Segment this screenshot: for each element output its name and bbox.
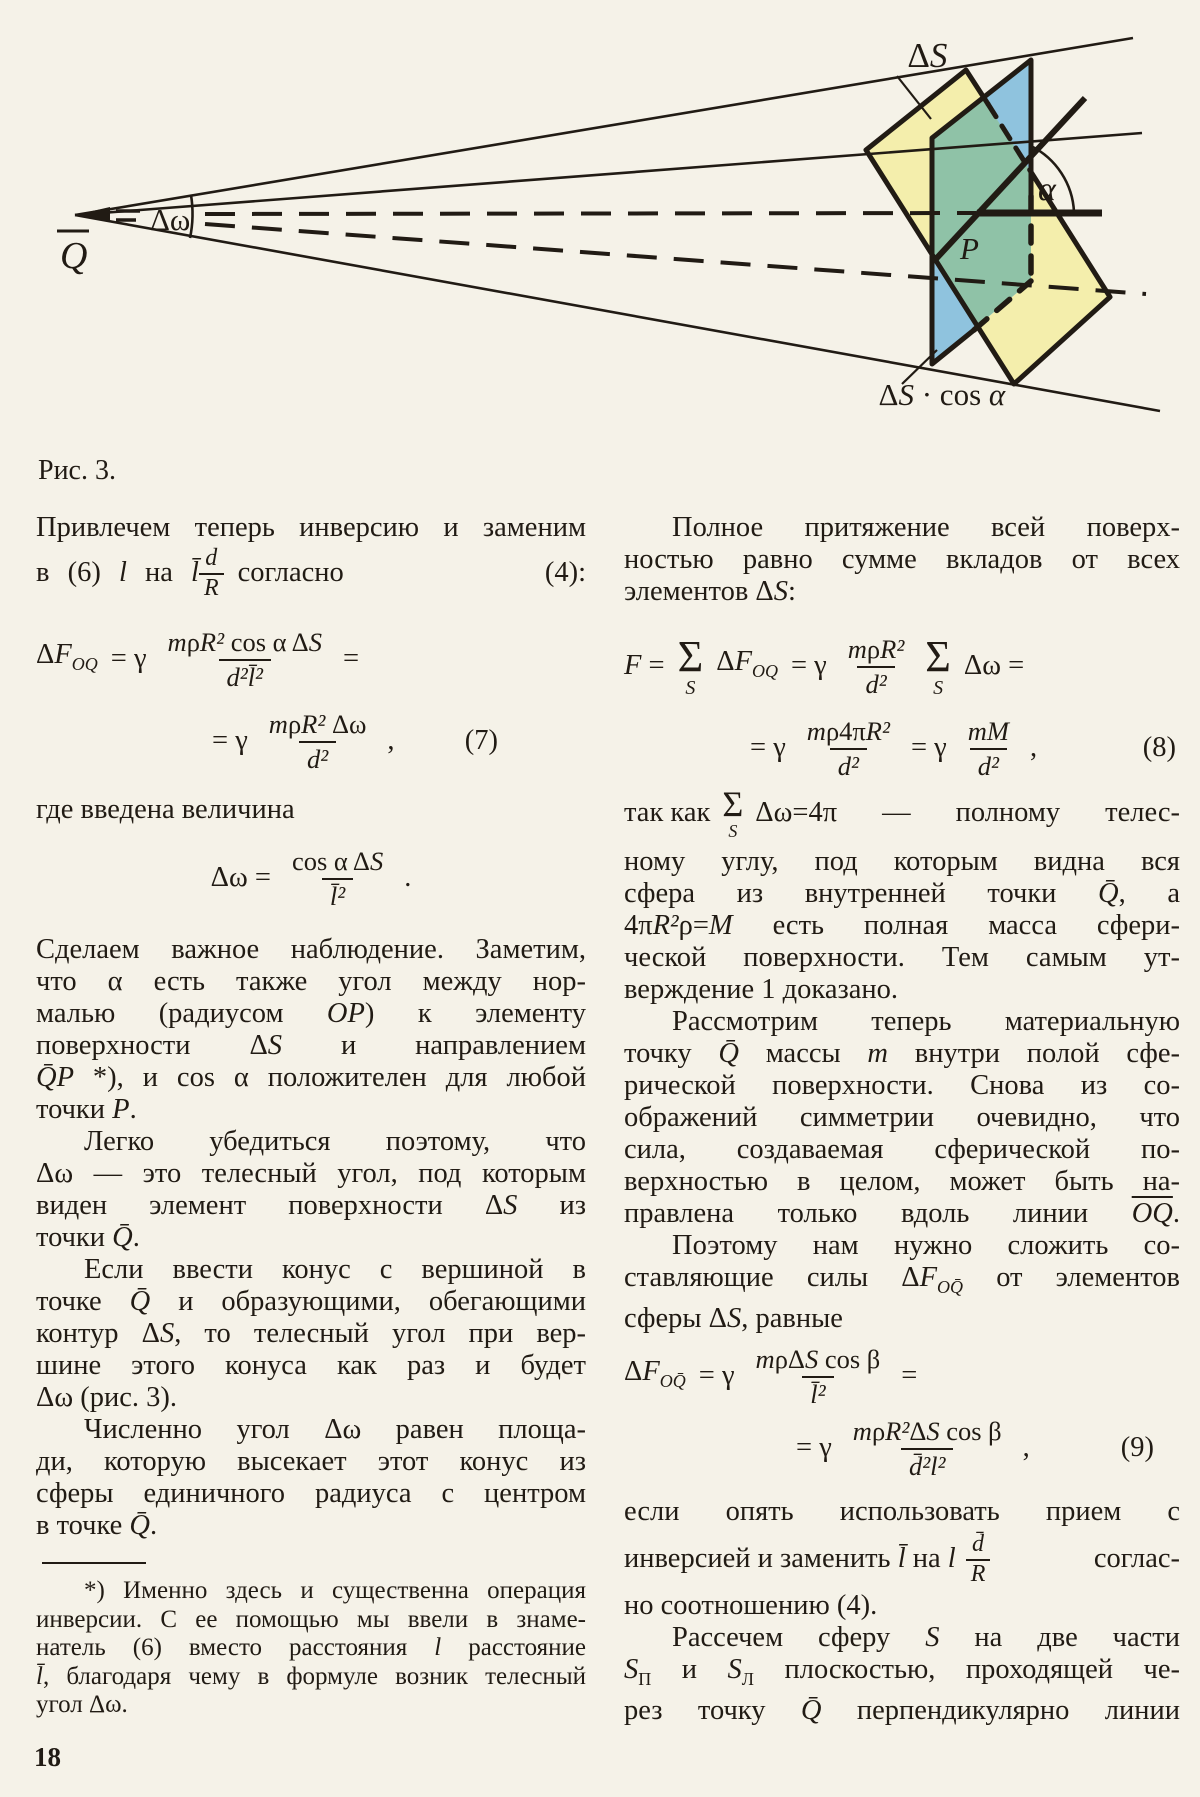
text-line: $S_П$ и $S_Л$ плоскостью, проходящей че-: [624, 1654, 1180, 1689]
text-line: ображений симметрии очевидно, что: [624, 1102, 1180, 1133]
footnote-line: инверсии. С ее помощью мы ввели в знаме-: [36, 1605, 586, 1633]
formula-9-line1: $\Delta F_{OQ̄}$ = γ $\frac{\text{mρΔS cos β}}{\text{l̄²}}$ =: [624, 1343, 918, 1409]
fraction: $\frac{\text{mρR² cos α ΔS}}{\text{d²l̄²}}$: [167, 626, 322, 692]
text-line: верхностью в целом, может быть на-: [624, 1166, 1180, 1197]
text-line: в точке Q̄.: [36, 1510, 158, 1541]
footnote-rule: [42, 1562, 146, 1564]
text-line: Q̄P *), и cos α положителен для любой: [36, 1062, 586, 1093]
footnote-line: l̄, благодаря чему в формуле возник телесный: [36, 1662, 586, 1690]
figure-3: [0, 0, 1200, 418]
sum-over-s: Σ S: [925, 631, 951, 699]
text-line: Если ввести конус с вершиной в: [84, 1254, 586, 1285]
text-line: 4πR²ρ=M есть полная масса сфери-: [624, 910, 1180, 941]
left-column: [36, 512, 586, 1720]
text-line: правлена только вдоль линии $\overline{OQ}$.: [624, 1198, 1180, 1229]
label-point-p: P: [960, 231, 979, 266]
page-number: 18: [34, 1742, 61, 1772]
formula-delta-omega: Δω = $\frac{\text{cos α ΔS}}{\text{l̄²}}$ .: [210, 845, 412, 911]
text-line: Численно угол Δω равен площа-: [84, 1414, 586, 1445]
text-line-with-fraction: в (6) l на l̄ $\frac{d}{R}$ согласно (4):: [36, 544, 586, 601]
footnote-line: натель (6) вместо расстояния l расстояние: [36, 1634, 586, 1661]
text-line: Привлечем теперь инверсию и заменим: [36, 512, 586, 543]
label-delta-omega: Δω: [150, 202, 191, 237]
figure-caption: Рис. 3.: [38, 455, 116, 486]
text-line: Δω — это телесный угол, под которым: [36, 1158, 586, 1189]
label-alpha: α: [1038, 171, 1056, 208]
text-line: рической поверхности. Снова из со-: [624, 1070, 1180, 1101]
text-line: Легко убедиться поэтому, что: [84, 1126, 586, 1157]
fraction: $\frac{mM}{\text{d²}}$: [967, 715, 1009, 781]
fraction: $\frac{\text{mρR²}}{\text{d²}}$: [847, 633, 905, 699]
text-line: ставляющие силы $\Delta F_{OQ̄}$ от элементов: [624, 1262, 1180, 1297]
text-line: ностью равно сумме вкладов от всех: [624, 544, 1180, 575]
text-line: сфера из внутренней точки Q̄, а: [624, 878, 1180, 909]
text-line: шине этого конуса как раз и будет: [36, 1350, 586, 1381]
footnote-line: *) Именно здесь и существенна операция: [84, 1577, 586, 1604]
text-line: ди, которую высекает этот конус из: [36, 1446, 586, 1477]
axis-dashed-line: [205, 213, 976, 214]
right-column: [624, 512, 1180, 1727]
formula-8-line2: = γ $\frac{\text{mρ4πR²}}{\text{d²}}$ = γ $\frac{mM}{\text{d²}}$ , (8): [750, 715, 1176, 781]
text-line: но соотношению (4).: [624, 1590, 878, 1621]
sum-over-s: Σ S: [722, 784, 744, 841]
text-line: Полное притяжение всей поверх-: [672, 512, 1180, 543]
text-line: точки Q̄.: [36, 1222, 140, 1253]
text-line: поверхности ΔS и направлением: [36, 1030, 586, 1061]
vertex-dashes: [116, 211, 140, 220]
footnote: [36, 1562, 586, 1720]
equation-number: (7): [464, 725, 498, 756]
inline-fraction: $\frac{d}{R}$: [199, 546, 224, 601]
text-line: Δω (рис. 3).: [36, 1382, 177, 1413]
equation-number: (9): [1120, 1432, 1154, 1463]
inline-fraction: $\frac{d̄}{R}$: [966, 1532, 991, 1587]
text-line: малью (радиусом OP) к элементу: [36, 998, 586, 1029]
formula-9-line2: = γ $\frac{\text{mρR²ΔS cos β}}{\text{d̄²l²}}$ , (9): [796, 1415, 1154, 1481]
solid-angle-arc: [190, 195, 193, 238]
cone-vertex-wedge: [75, 207, 110, 222]
text-line: Рассмотрим теперь материальную: [672, 1006, 1180, 1037]
text-line: ному углу, под которым видна вся: [624, 846, 1180, 877]
text-line: если опять использовать прием с: [624, 1496, 1180, 1527]
text-line-with-sum: так как Σ S Δω=4π — полному телес-: [624, 784, 1180, 841]
text-line: что α есть также угол между нор-: [36, 966, 586, 997]
sum-over-s: Σ S: [677, 631, 704, 699]
footnote-line: угол Δω.: [36, 1691, 128, 1718]
formula-7-line2: = γ $\frac{\text{mρR² Δω}}{\text{d²}}$ , (7): [212, 708, 498, 774]
text-line: точку Q̄ массы m внутри полой сфе-: [624, 1038, 1180, 1069]
text-line: точке Q̄ и образующими, обегающими: [36, 1286, 586, 1317]
fraction: $\frac{\text{mρR² Δω}}{\text{d²}}$: [268, 708, 367, 774]
label-delta-s: ΔS: [907, 36, 948, 75]
text-line: сферы единичного радиуса с центром: [36, 1478, 586, 1509]
text-line: где введена величина: [36, 794, 295, 825]
text-line: контур ΔS, то телесный угол при вер-: [36, 1318, 587, 1349]
equation-number: (8): [1142, 732, 1176, 763]
fraction: $\frac{\text{mρΔS cos β}}{\text{l̄²}}$: [755, 1343, 881, 1409]
formula-7-line1: $\Delta F_{OQ}$ = γ $\frac{\text{mρR² cos α ΔS}}{\text{d²l̄²}}$ =: [36, 626, 360, 692]
label-delta-s-cos-alpha: ΔS · cos α: [878, 377, 1006, 412]
fraction: $\frac{\text{mρ4πR²}}{\text{d²}}$: [806, 715, 890, 781]
text-line: ческой поверхности. Тем самым ут-: [624, 942, 1180, 973]
fraction: $\frac{\text{mρR²ΔS cos β}}{\text{d̄²l²}}$: [852, 1415, 1002, 1481]
fraction: $\frac{\text{cos α ΔS}}{\text{l̄²}}$: [291, 845, 384, 911]
text-line: виден элемент поверхности ΔS из: [36, 1190, 586, 1221]
text-line-with-fraction: инверсией и заменить l̄ на l $\frac{d̄}{R}$ соглас-: [624, 1530, 1180, 1587]
formula-8-line1: F = Σ S $\Delta F_{OQ}$ = γ $\frac{\text{mρR²}}{\text{d²}}$ Σ S Δω =: [624, 631, 1025, 699]
text-line: Сделаем важное наблюдение. Заметим,: [36, 934, 586, 965]
text-line: сферы ΔS, равные: [624, 1303, 843, 1334]
text-line: точки P.: [36, 1094, 137, 1125]
text-line: верждение 1 доказано.: [624, 974, 899, 1005]
text-line: Поэтому нам нужно сложить со-: [672, 1230, 1180, 1261]
text-line: элементов ΔS:: [624, 576, 796, 607]
text-line: Рассечем сферу S на две части: [672, 1622, 1180, 1653]
label-point-q: Q: [60, 235, 88, 277]
text-line: рез точку Q̄ перпендикулярно линии: [624, 1695, 1180, 1726]
text-line: сила, создаваемая сферической по-: [624, 1134, 1180, 1165]
